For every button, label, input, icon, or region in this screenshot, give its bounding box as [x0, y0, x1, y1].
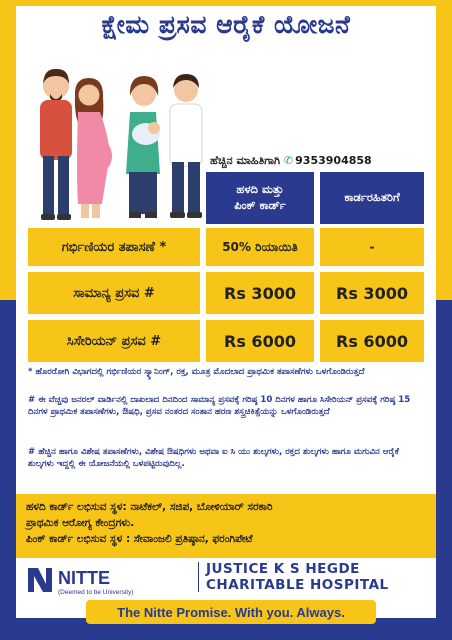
- header-card-line1: ಹಳದಿ ಮತ್ತು: [236, 182, 284, 197]
- header-card-line2: ಪಿಂಕ್ ಕಾರ್ಡ್: [234, 198, 286, 212]
- yellow-card-location: ಹಳದಿ ಕಾರ್ಡ್ ಲಭಿಸುವ ಸ್ಥಳ: ನಾಟೆಕಲ್, ಸಜಿಪ, ಬೋಳಿಯಾರ್ ಸರಕಾರಿ: [26, 501, 273, 513]
- row-checkup-card: 50% ರಿಯಾಯಿತಿ: [206, 228, 314, 266]
- header-card-holders: [206, 172, 314, 224]
- poster-title: ಕ್ಷೇಮ ಪ್ರಸವ ಆರೈಕೆ ಯೋಜನೆ: [101, 10, 351, 39]
- contact-phone: 9353904858: [295, 154, 372, 167]
- man-figure: [170, 74, 202, 218]
- pregnant-woman-figure: [75, 78, 112, 218]
- yellow-card-location-cont: ಪ್ರಾಥಮಿಕ ಆರೋಗ್ಯ ಕೇಂದ್ರಗಳು.: [26, 516, 135, 529]
- contact-label: ಹೆಚ್ಚಿನ ಮಾಹಿತಿಗಾಗಿ: [210, 154, 281, 167]
- row-cesarean-card: Rs 6000: [206, 320, 314, 362]
- hospital-name-line2: CHARITABLE HOSPITAL: [206, 577, 389, 593]
- family-illustration: [26, 54, 216, 229]
- nitte-emblem-icon: [28, 568, 52, 592]
- nitte-brand: NITTE: [58, 568, 110, 588]
- promise-banner: The Nitte Promise. With you. Always.: [86, 600, 376, 624]
- phone-icon: ✆: [283, 154, 294, 167]
- note-outpatient: * ಹೊರರೋಗಿ ವಿಭಾಗದಲ್ಲಿ ಗರ್ಭಿಣಿಯರ ಸ್ಕ್ಯಾನಿಂಗ್, ರಕ್ತ, ಮೂತ್ರ ಮೊದಲಾದ ಪ್ರಾಥಮಿಕ ತಪಾಸಣೆಗಳು ಒಳಗೊಂಡಿರುತ್ತದೆ: [28, 367, 365, 377]
- row-checkup-no-card: -: [320, 228, 424, 266]
- pink-card-location: ಪಿಂಕ್ ಕಾರ್ಡ್ ಲಭಿಸುವ ಸ್ಥಳ : ಸೇವಾಂಜಲಿ ಪ್ರತಿಷ್ಠಾನ, ಫರಂಗಿಪೇಟೆ: [26, 532, 253, 545]
- father-figure: [40, 69, 72, 220]
- row-cesarean-no-card: Rs 6000: [320, 320, 424, 362]
- row-normal-no-card: Rs 3000: [320, 272, 424, 314]
- row-normal-card: Rs 3000: [206, 272, 314, 314]
- nitte-tagline: (Deemed to be University): [58, 589, 134, 596]
- row-label-cesarean: ಸಿಸೇರಿಯನ್ ಪ್ರಸವ #: [28, 320, 200, 362]
- logo-divider: [198, 562, 199, 592]
- poster-card: [16, 6, 436, 618]
- note-exclusions: # ಹೆಚ್ಚಿನ ಹಾಗೂ ವಿಶೇಷ ತಪಾಸಣೆಗಳು, ವಿಶೇಷ ಔಷಧಿಗಳು ಅಥವಾ ಐ ಸಿ ಯು ಶುಲ್ಕಗಳು, ರಕ್ತದ ಶುಲ್ಕಗಳು ಹಾಗೂ ಮಗುವಿನ ಆರೈಕೆ ಶುಲ್ಕಗಳು ಇದ್ದಲ್ಲಿ ಈ ಯೋಜನೆಯಲ್ಲಿ ಒಳಪಟ್ಟಿರುವುದಿಲ್ಲ.: [28, 447, 400, 470]
- mother-figure: [126, 76, 160, 218]
- contact-line: [210, 154, 372, 168]
- note-coverage: # ಈ ವೆಚ್ಚವು ಜನರಲ್ ವಾರ್ಡಿನಲ್ಲಿ ದಾಖಲಾದ ದಿನದಿಂದ ಸಾಮಾನ್ಯ ಪ್ರಸವಕ್ಕೆ ಗರಿಷ್ಠ 10 ದಿನಗಳ ಹಾಗೂ ಸಿಸೇರಿಯನ್ ಪ್ರಸವಕ್ಕೆ ಗರಿಷ್ಠ 15 ದಿನಗಳ ಪ್ರಾಥಮಿಕ ತಪಾಸಣೆಗಳು, ಔಷಧಿ, ಪ್ರಸವ ನಂತರದ ಸಂತಾನ ಹರಣ ಶಸ್ತ್ರಚಿಕಿತ್ಸೆಯನ್ನು ಒಳಗೊಂಡಿರುತ್ತದೆ: [28, 395, 411, 418]
- row-label-normal: ಸಾಮಾನ್ಯ ಪ್ರಸವ #: [28, 272, 200, 314]
- hospital-name-line1: JUSTICE K S HEGDE: [206, 561, 360, 577]
- card-locations: [16, 494, 436, 558]
- row-label-checkup: ಗರ್ಭಿಣಿಯರ ತಪಾಸಣೆ *: [28, 228, 200, 266]
- logo-row: [16, 558, 436, 598]
- nitte-logo: [24, 562, 204, 596]
- header-no-card: ಕಾರ್ಡರಹಿತರಿಗೆ: [320, 172, 424, 224]
